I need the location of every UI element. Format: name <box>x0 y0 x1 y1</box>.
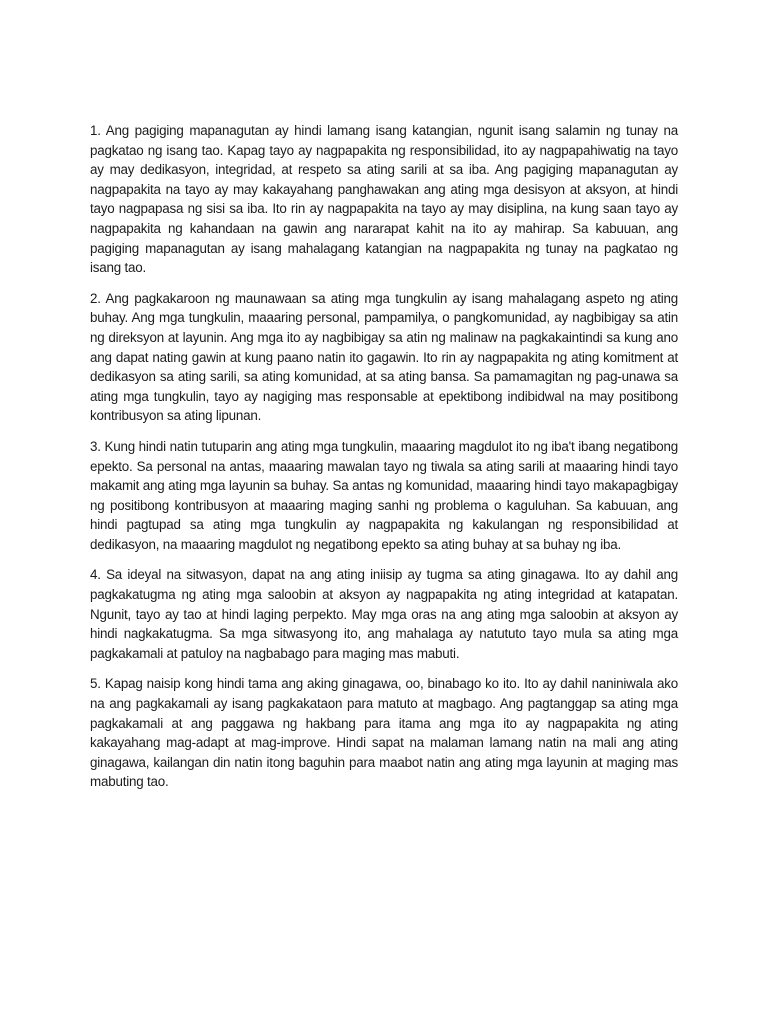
paragraph-2: 2. Ang pagkakaroon ng maunawaan sa ating mga tungkulin ay isang mahalagang aspeto ng ating buhay. Ang mga tungkulin, maaaring personal, pampamilya, o pangkomunidad, ay nagbibigay sa atin ng direksyon at layunin. Ang mga ito ay nagbibigay sa atin ng malinaw na pagkakaintindi sa kung ano ang dapat nating gawin at kung paano natin ito gagawin. Ito rin ay nagpapakita ng ating komitment at dedikasyon sa ating sarili, sa ating komunidad, at sa ating bansa. Sa pamamagitan ng pag-unawa sa ating mga tungkulin, tayo ay nagiging mas responsable at epektibong indibidwal na may positibong kontribusyon sa ating lipunan. <box>90 290 678 424</box>
paragraph-5: 5. Kapag naisip kong hindi tama ang aking ginagawa, oo, binabago ko ito. Ito ay dahil naniniwala ako na ang pagkakamali ay isang pagkakataon para matuto at magbago. Ang pagtanggap sa ating mga pagkakamali at ang paggawa ng hakbang para itama ang mga ito ay nagpapakita ng ating kakayahang mag-adapt at mag-improve. Hindi sapat na malaman lamang natin na mali ang ating ginagawa, kailangan din natin itong baguhin para maabot natin ang ating mga layunin at maging mas mabuting tao. <box>90 676 678 790</box>
paragraph-4: 4. Sa ideyal na sitwasyon, dapat na ang ating iniisip ay tugma sa ating ginagawa. Ito ay dahil ang pagkakatugma ng ating mga saloobin at aksyon ay nagpapakita ng ating integridad at katapatan. Ngunit, tayo ay tao at hindi laging perpekto. May mga oras na ang ating mga saloobin at aksyon ay hindi nagkakatugma. Sa mga sitwasyong ito, ang mahalaga ay natututo tayo mula sa ating mga pagkakamali at patuloy na nagbabago para maging mas mabuti. <box>90 567 678 661</box>
paragraph-3: 3. Kung hindi natin tutuparin ang ating mga tungkulin, maaaring magdulot ito ng iba't ibang negatibong epekto. Sa personal na antas, maaaring mawalan tayo ng tiwala sa ating sarili at maaaring hindi tayo makamit ang ating mga layunin sa buhay. Sa antas ng komunidad, maaaring hindi tayo makapagbigay ng positibong kontribusyon at maaaring maging sanhi ng problema o kaguluhan. Sa kabuuan, ang hindi pagtupad sa ating mga tungkulin ay nagpapakita ng kakulangan ng responsibilidad at dedikasyon, na maaaring magdulot ng negatibong epekto sa ating buhay at sa buhay ng iba. <box>90 438 678 552</box>
paragraph-1: 1. Ang pagiging mapanagutan ay hindi lamang isang katangian, ngunit isang salamin ng tunay na pagkatao ng isang tao. Kapag tayo ay nagpapakita ng responsibilidad, ito ay nagpapahiwatig na tayo ay may dedikasyon, integridad, at respeto sa ating sarili at sa iba. Ang pagiging mapanagutan ay nagpapakita na tayo ay may kakayahang panghawakan ang ating mga desisyon at aksyon, at hindi tayo nagpapasa ng sisi sa iba. Ito rin ay nagpapakita na tayo ay may disiplina, na kung saan tayo ay nagpapakita ng kahandaan na gawin ang nararapat kahit na ito ay mahirap. Sa kabuuan, ang pagiging mapanagutan ay isang mahalagang katangian na nagpapakita ng tunay na pagkatao ng isang tao. <box>90 123 678 276</box>
document-body <box>90 121 678 803</box>
